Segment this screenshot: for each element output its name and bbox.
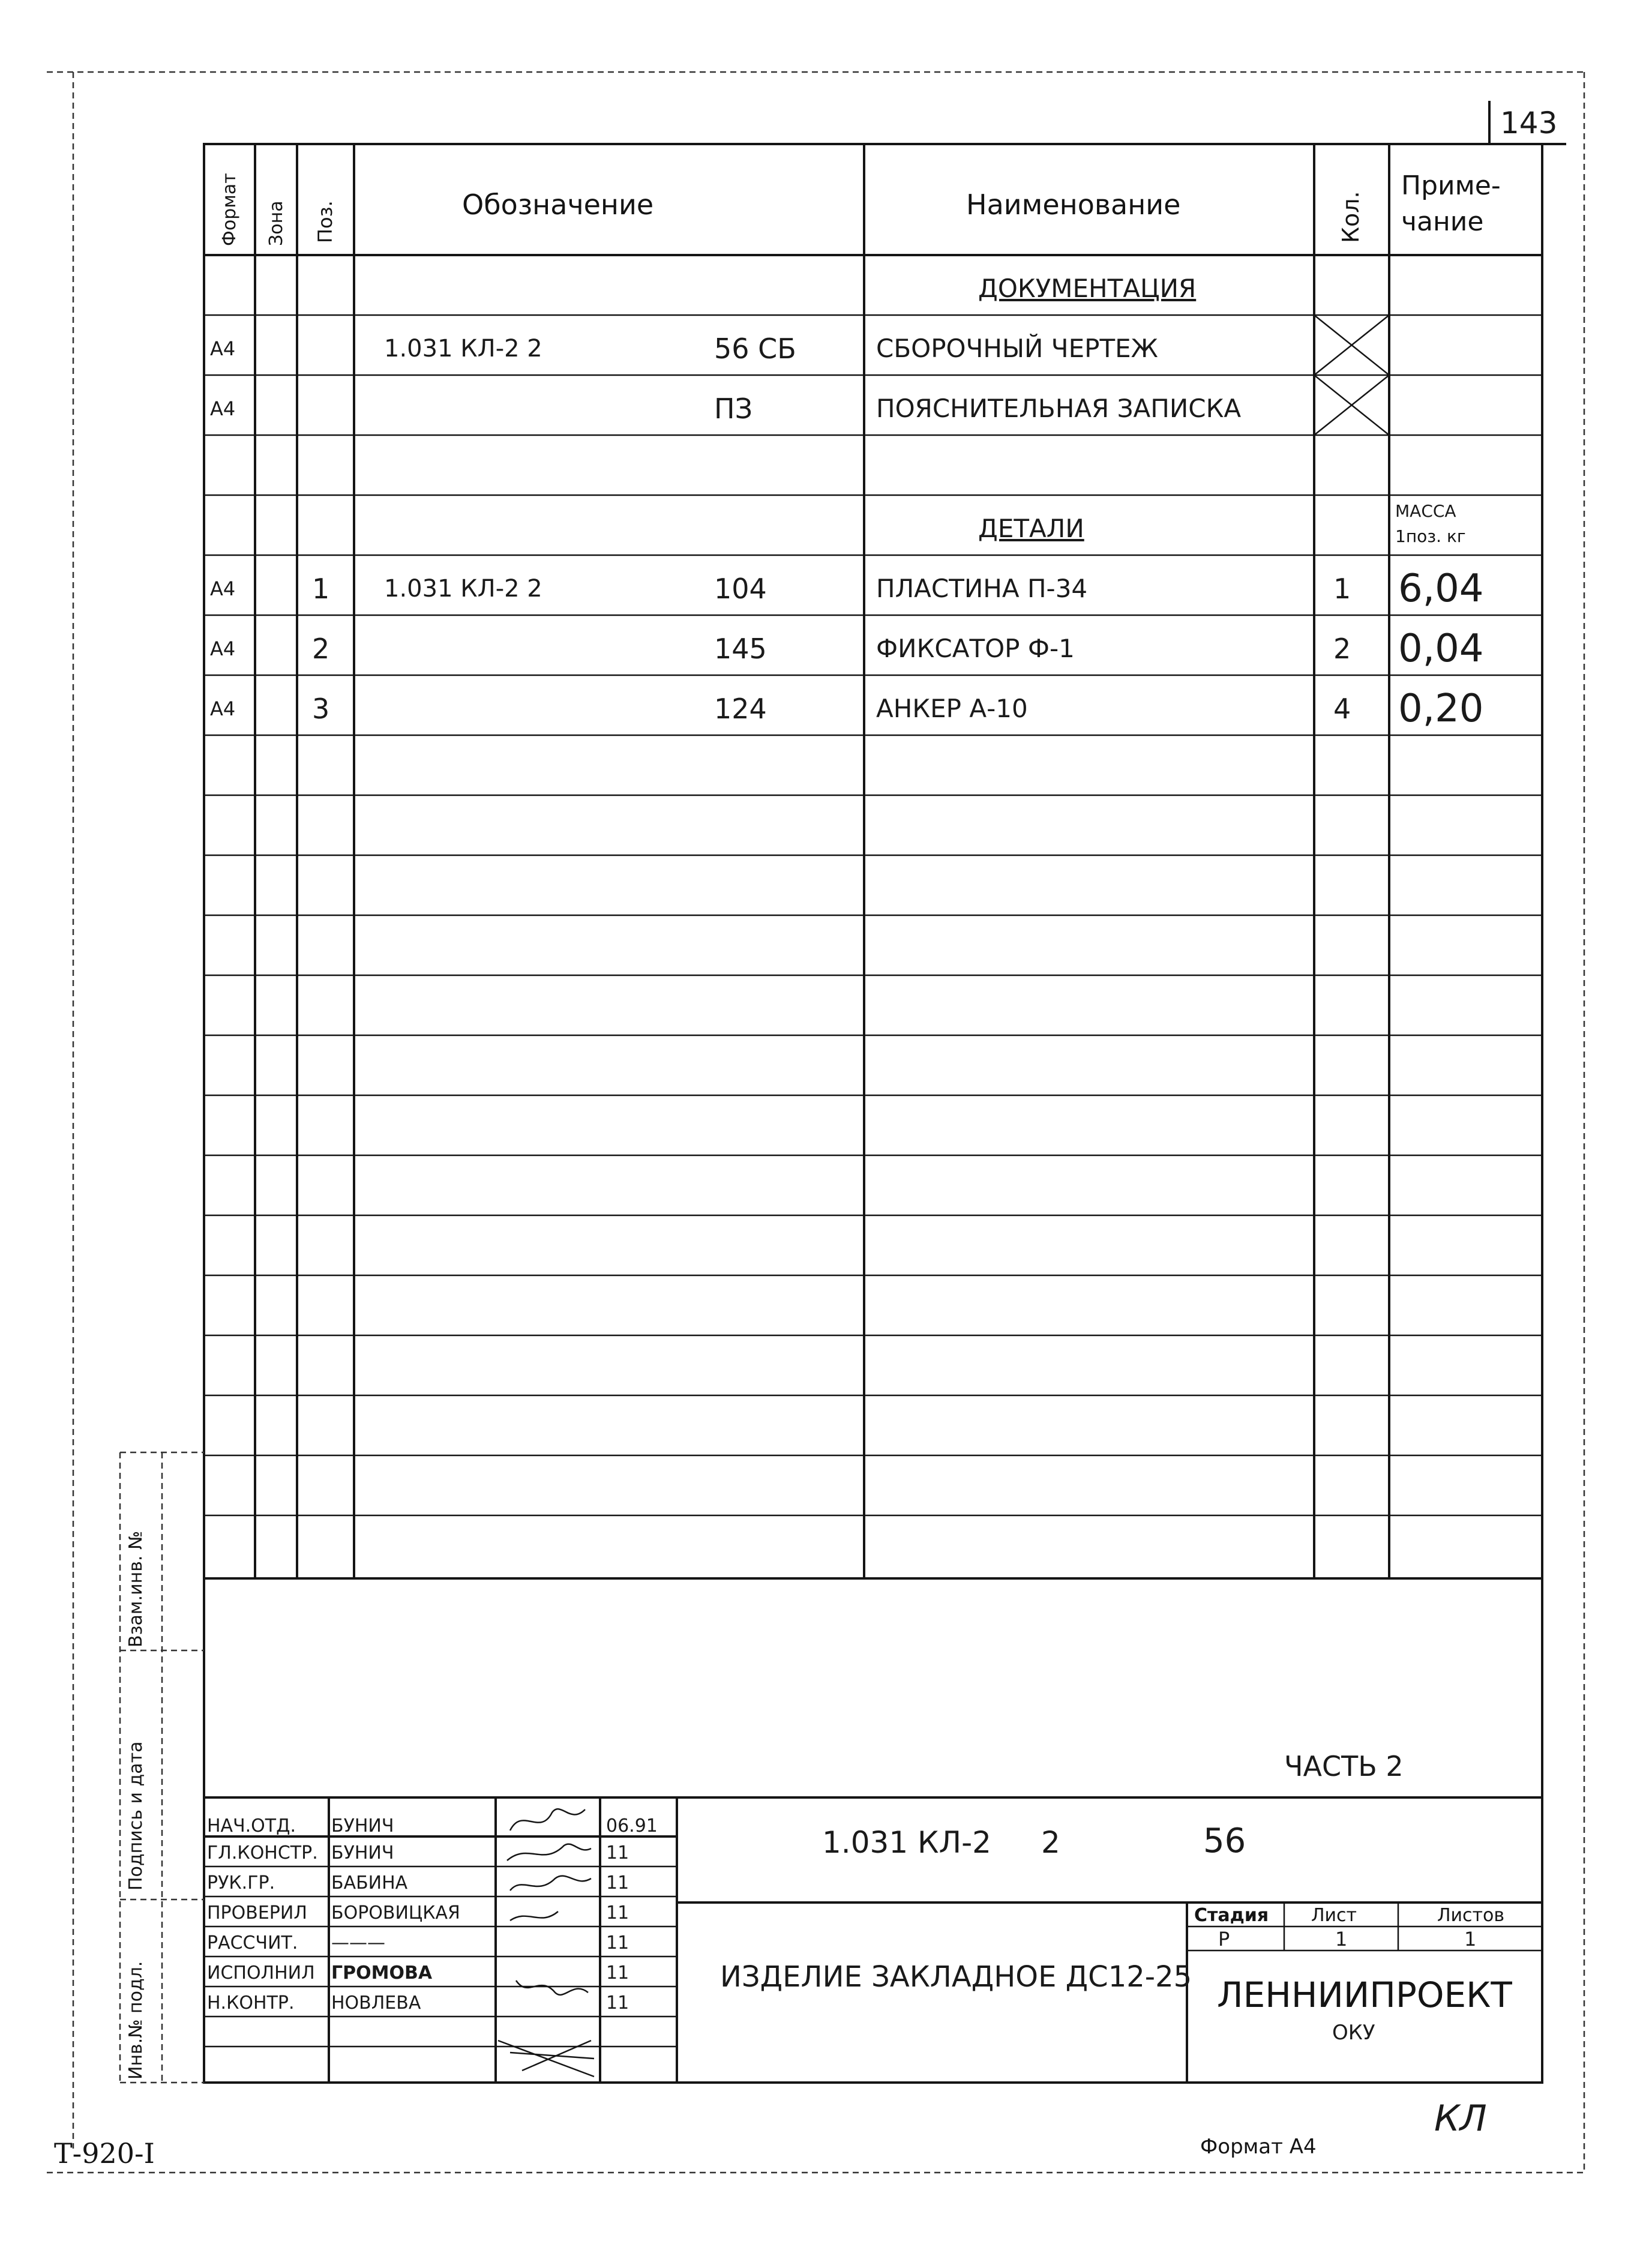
row-name: ФИКСАТОР Ф-1 [876, 634, 1075, 663]
mass-note-line1: МАССА [1395, 501, 1456, 521]
row-code: 124 [714, 693, 767, 725]
row-name: ДЕТАЛИ [978, 514, 1084, 543]
sign-name: НОВЛЕВА [331, 1993, 421, 2014]
sign-date: 11 [606, 1842, 629, 1863]
row-code: ПЗ [714, 393, 753, 425]
sign-date: 11 [606, 1933, 629, 1954]
row-format: А4 [210, 577, 236, 600]
header-format: Формат [219, 173, 240, 246]
row-qty: 4 [1333, 693, 1351, 725]
row-format: А4 [210, 637, 236, 660]
row-pos: 2 [312, 633, 330, 665]
sign-role: ИСПОЛНИЛ [207, 1963, 315, 1984]
row-note: 0,20 [1398, 687, 1484, 731]
header-designation: Обозначение [462, 188, 654, 221]
part-label: ЧАСТЬ 2 [1284, 1750, 1404, 1782]
header-zone: Зона [266, 200, 287, 246]
stamp-inv-orig: Инв.№ подл. [125, 1961, 146, 2080]
row-name: СБОРОЧНЫЙ ЧЕРТЕЖ [876, 334, 1158, 363]
doc-sheet: 56 [1203, 1821, 1246, 1860]
signature-strokes [498, 1809, 594, 2077]
row-note: 0,04 [1398, 627, 1484, 671]
sign-date: 11 [606, 1872, 629, 1894]
stage-label: Стадия [1194, 1905, 1269, 1926]
row-name: ПЛАСТИНА П-34 [876, 574, 1088, 603]
sign-role: НАЧ.ОТД. [207, 1815, 296, 1836]
sign-role: РАССЧИТ. [207, 1933, 298, 1954]
sign-date: 06.91 [606, 1815, 658, 1836]
sign-date: 11 [606, 1903, 629, 1924]
doc-code: Т-920-I [54, 2137, 155, 2170]
stamp-sign-date: Подпись и дата [125, 1741, 146, 1891]
row-code: 145 [714, 633, 767, 665]
row-pos: 3 [312, 693, 330, 725]
header-qty: Кол. [1338, 191, 1364, 243]
stamp-swap-inv: Взам.инв. № [125, 1530, 146, 1647]
sign-name: БАБИНА [331, 1872, 408, 1894]
sign-role: ГЛ.КОНСТР. [207, 1842, 318, 1863]
row-code: 56 СБ [714, 332, 796, 365]
sign-role: РУК.ГР. [207, 1872, 275, 1894]
format-label: Формат А4 [1200, 2135, 1317, 2159]
sign-name: БОРОВИЦКАЯ [331, 1903, 460, 1924]
row-note: 6,04 [1398, 567, 1484, 611]
header-note-line2: чание [1401, 206, 1484, 237]
sign-role: Н.КОНТР. [207, 1993, 295, 2014]
header-note-line1: Приме- [1401, 170, 1501, 201]
row-format: А4 [210, 697, 236, 720]
sign-date: 11 [606, 1993, 629, 2014]
sheets-label: Листов [1437, 1905, 1505, 1926]
sheet-label: Лист [1311, 1905, 1357, 1926]
doc-issue: 2 [1041, 1825, 1060, 1860]
row-format: А4 [210, 337, 236, 360]
row-designation: 1.031 КЛ-2 2 [384, 575, 542, 603]
row-pos: 1 [312, 573, 330, 605]
mass-note-line2: 1поз. кг [1395, 526, 1466, 546]
sheets-value: 1 [1464, 1928, 1477, 1951]
department: ОКУ [1332, 2021, 1375, 2045]
sign-name: БУНИЧ [331, 1842, 394, 1863]
sign-name: БУНИЧ [331, 1815, 394, 1836]
row-code: 104 [714, 573, 767, 605]
row-qty: 1 [1333, 573, 1351, 605]
row-name: ПОЯСНИТЕЛЬНАЯ ЗАПИСКА [876, 394, 1242, 423]
row-name: АНКЕР А-10 [876, 694, 1028, 723]
sign-date: 11 [606, 1963, 629, 1984]
doc-number: 1.031 КЛ-2 [822, 1825, 991, 1860]
stage-value: Р [1218, 1928, 1230, 1951]
initials-mark: КЛ [1434, 2098, 1487, 2140]
sheet-value: 1 [1335, 1928, 1348, 1951]
sign-name: ГРОМОВА [331, 1963, 433, 1984]
sign-role: ПРОВЕРИЛ [207, 1903, 307, 1924]
sheet-number: 143 [1500, 106, 1558, 140]
row-name: ДОКУМЕНТАЦИЯ [978, 274, 1197, 303]
drawing-title: ИЗДЕЛИЕ ЗАКЛАДНОЕ ДС12-25 [720, 1960, 1192, 1994]
sign-name: ——— [331, 1933, 385, 1954]
organization: ЛЕННИИПРОЕКТ [1217, 1975, 1512, 2015]
header-name: Наименование [966, 188, 1181, 221]
row-format: А4 [210, 397, 236, 420]
header-pos: Поз. [314, 200, 337, 243]
row-qty: 2 [1333, 633, 1351, 665]
row-designation: 1.031 КЛ-2 2 [384, 335, 542, 362]
